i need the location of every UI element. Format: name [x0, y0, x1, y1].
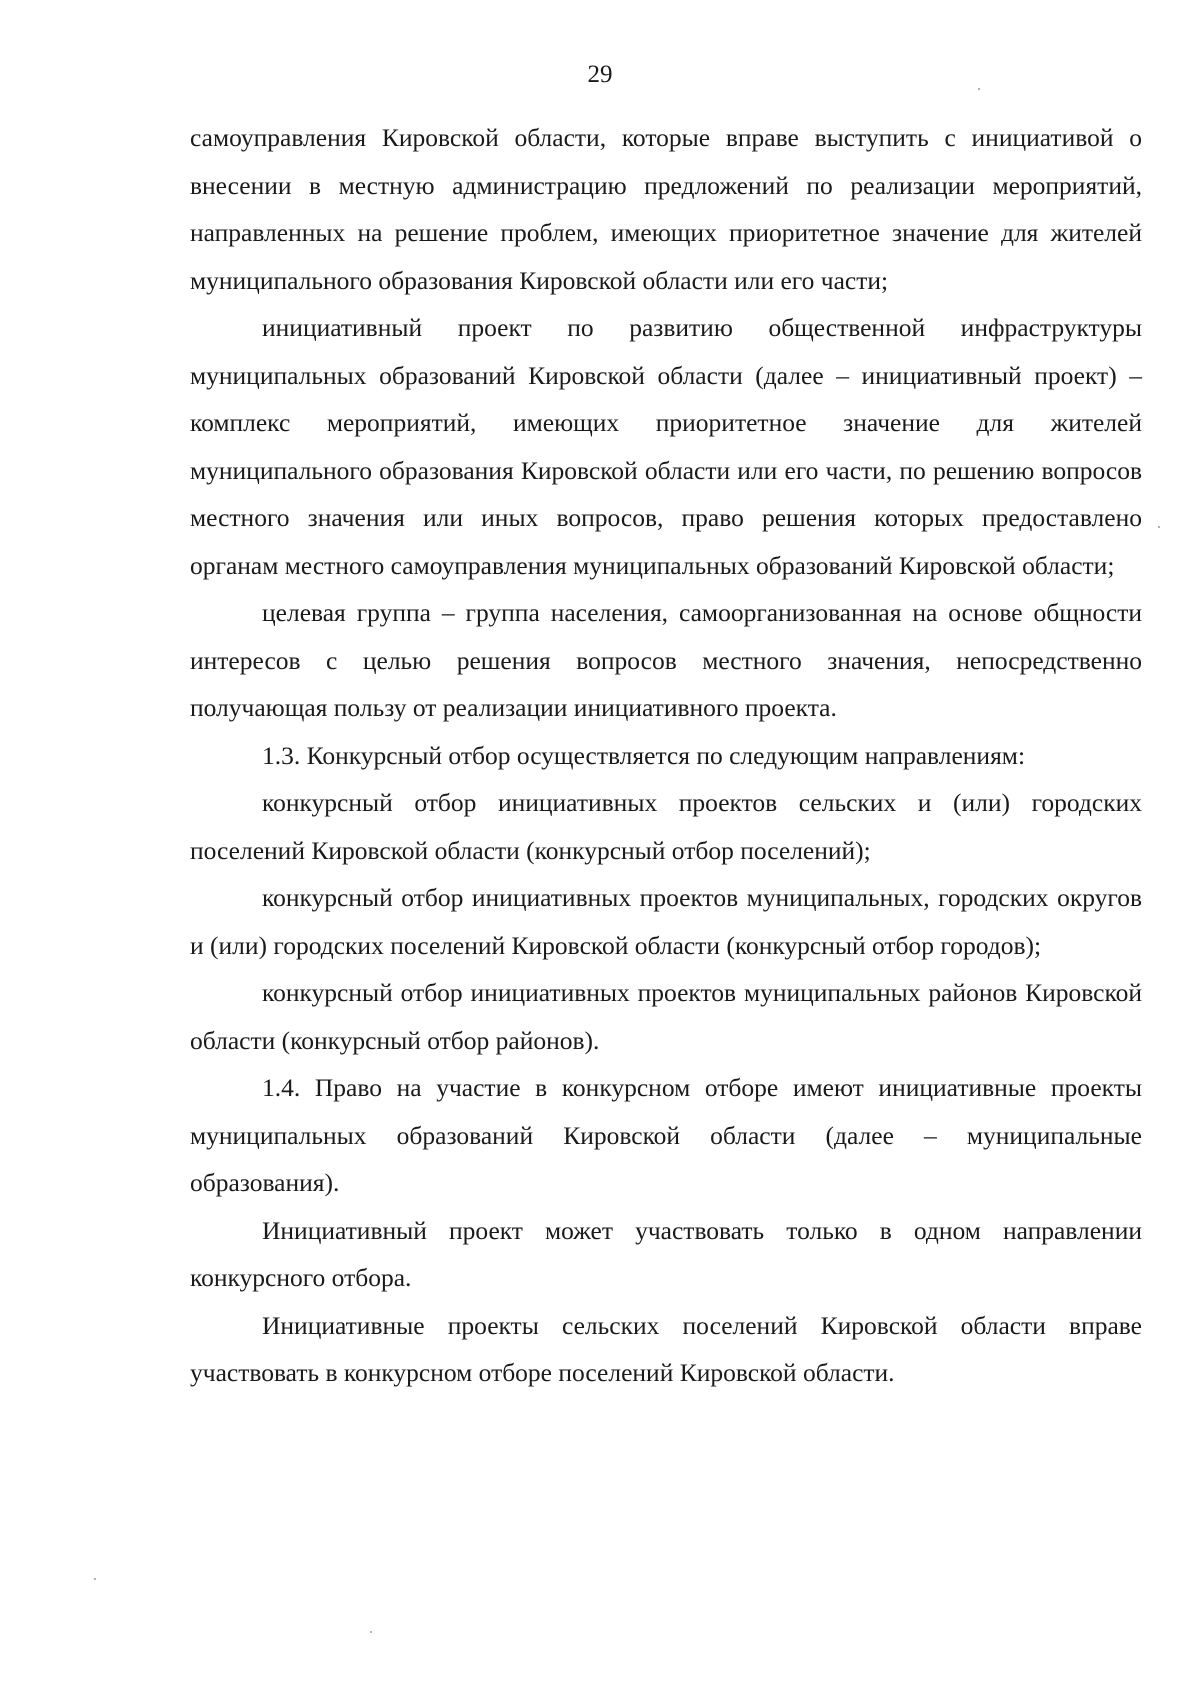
- paragraph-1-4: 1.4. Право на участие в конкурсном отборе имеют инициативные проекты муниципальных образований Кировской области (далее – муниципальные образования).: [190, 1073, 1142, 1197]
- paragraph-target-group-definition: целевая группа – группа населения, самоорганизованная на основе общности интересов с целью решения вопросов местного значения, непосредственно получающая пользу от реализации инициативного проекта.: [190, 598, 1142, 722]
- document-body: [190, 114, 1142, 1397]
- scan-speck: [370, 1631, 372, 1633]
- scan-speck: [978, 88, 980, 90]
- page-number: 29: [587, 61, 613, 88]
- paragraph-1-3: 1.3. Конкурсный отбор осуществляется по следующим направлениям:: [262, 740, 1026, 770]
- scan-speck: [1158, 526, 1160, 528]
- scan-speck: [94, 1578, 96, 1580]
- paragraph-initiative-project-definition: инициативный проект по развитию общественной инфраструктуры муниципальных образований Кировской области (далее – инициативный проект) – комплекс мероприятий, имеющих приоритетное значение для жителей муниципального образования Кировской области или его части, по решению вопросов местного значения или иных вопросов, право решения которых предоставлено органам местного самоуправления муниципальных образований Кировской области;: [190, 313, 1142, 580]
- paragraph-selection-settlements: конкурсный отбор инициативных проектов сельских и (или) городских поселений Кировской области (конкурсный отбор поселений);: [190, 788, 1142, 865]
- paragraph-selection-cities: конкурсный отбор инициативных проектов муниципальных, городских округов и (или) городских поселений Кировской области (конкурсный отбор городов);: [190, 883, 1142, 960]
- paragraph-selection-districts: конкурсный отбор инициативных проектов муниципальных районов Кировской области (конкурсный отбор районов).: [190, 978, 1142, 1055]
- paragraph-single-direction: Инициативный проект может участвовать только в одном направлении конкурсного отбора.: [190, 1215, 1142, 1292]
- paragraph-continuation: самоуправления Кировской области, которые вправе выступить с инициативой о внесении в местную администрацию предложений по реализации мероприятий, направленных на решение проблем, имеющих приоритетное значение для жителей муниципального образования Кировской области или его части;: [190, 123, 1142, 295]
- paragraph-rural-settlements: Инициативные проекты сельских поселений Кировской области вправе участвовать в конкурсном отборе поселений Кировской области.: [190, 1310, 1142, 1387]
